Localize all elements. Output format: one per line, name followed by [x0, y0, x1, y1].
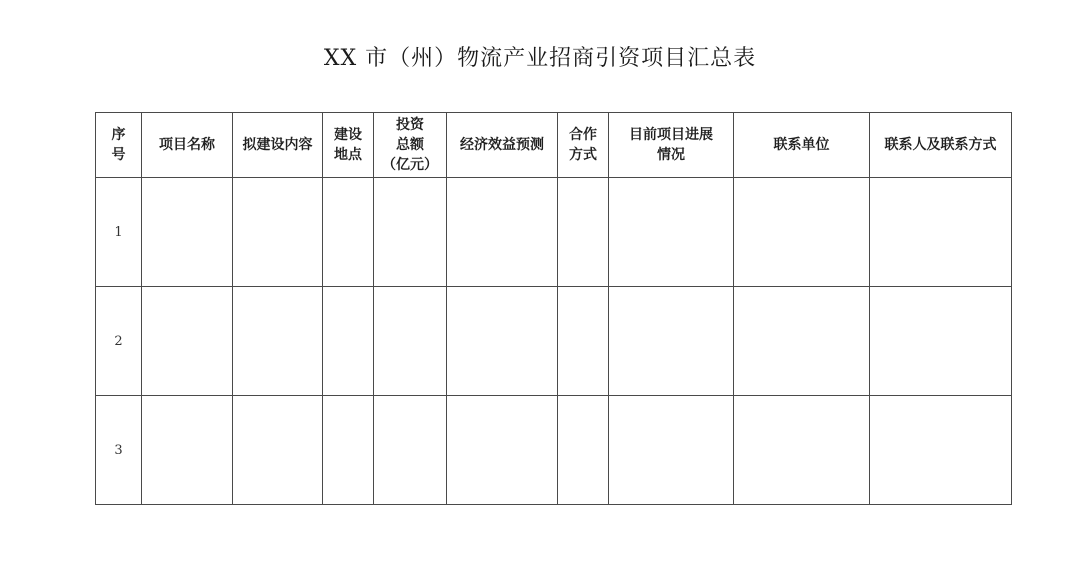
header-location — [323, 113, 374, 178]
header-total-investment-line: 总额 — [396, 137, 424, 153]
cell-progress[interactable] — [609, 396, 734, 505]
cell-contact-unit[interactable] — [734, 396, 870, 505]
header-project-name — [142, 113, 233, 178]
header-cooperation-mode — [558, 113, 609, 178]
cell-contact-person[interactable] — [870, 396, 1012, 505]
cell-total-investment[interactable] — [374, 396, 447, 505]
header-contact-unit-line: 联系单位 — [773, 137, 830, 153]
table-row — [96, 396, 1012, 505]
cell-contact-unit[interactable] — [734, 287, 870, 396]
cell-project-name[interactable] — [142, 287, 233, 396]
header-contact-unit — [734, 113, 870, 178]
cell-contact-unit[interactable] — [734, 178, 870, 287]
cell-progress[interactable] — [609, 178, 734, 287]
header-contact-person-line: 联系人及联系方式 — [884, 137, 997, 153]
table-row — [96, 178, 1012, 287]
header-cooperation-mode-line: 合作 — [569, 127, 597, 143]
cell-project-name[interactable] — [142, 178, 233, 287]
header-planned-content — [233, 113, 323, 178]
header-economic-benefit-line: 经济效益预测 — [460, 137, 544, 153]
header-economic-benefit — [447, 113, 558, 178]
header-progress-line: 目前项目进展 — [629, 127, 713, 143]
header-total-investment-line: （亿元） — [382, 157, 438, 173]
cell-location[interactable] — [323, 396, 374, 505]
cell-economic-benefit[interactable] — [447, 287, 558, 396]
cell-cooperation-mode[interactable] — [558, 287, 609, 396]
cell-project-name[interactable] — [142, 396, 233, 505]
header-seq-line: 序 — [111, 127, 126, 143]
cell-contact-person[interactable] — [870, 178, 1012, 287]
header-total-investment-line: 投资 — [396, 117, 424, 133]
header-seq — [96, 113, 142, 178]
header-location-line: 建设 — [334, 127, 362, 143]
header-cooperation-mode-line: 方式 — [569, 147, 597, 163]
header-progress-line: 情况 — [657, 147, 685, 163]
project-summary-table — [95, 112, 1012, 505]
table-row — [96, 287, 1012, 396]
cell-progress[interactable] — [609, 287, 734, 396]
cell-total-investment[interactable] — [374, 287, 447, 396]
cell-seq: 1 — [96, 178, 142, 287]
cell-economic-benefit[interactable] — [447, 396, 558, 505]
header-row — [96, 113, 1012, 178]
header-planned-content-line: 拟建设内容 — [242, 137, 313, 153]
header-contact-person — [870, 113, 1012, 178]
header-progress — [609, 113, 734, 178]
cell-seq: 2 — [96, 287, 142, 396]
page-title: XX 市（州）物流产业招商引资项目汇总表 — [323, 46, 757, 71]
cell-contact-person[interactable] — [870, 287, 1012, 396]
cell-economic-benefit[interactable] — [447, 178, 558, 287]
cell-planned-content[interactable] — [233, 396, 323, 505]
cell-location[interactable] — [323, 287, 374, 396]
header-seq-line: 号 — [111, 147, 126, 163]
cell-cooperation-mode[interactable] — [558, 396, 609, 505]
header-total-investment — [374, 113, 447, 178]
cell-planned-content[interactable] — [233, 287, 323, 396]
header-location-line: 地点 — [334, 147, 362, 163]
cell-location[interactable] — [323, 178, 374, 287]
header-project-name-line: 项目名称 — [159, 137, 215, 153]
cell-seq: 3 — [96, 396, 142, 505]
cell-cooperation-mode[interactable] — [558, 178, 609, 287]
cell-total-investment[interactable] — [374, 178, 447, 287]
cell-planned-content[interactable] — [233, 178, 323, 287]
